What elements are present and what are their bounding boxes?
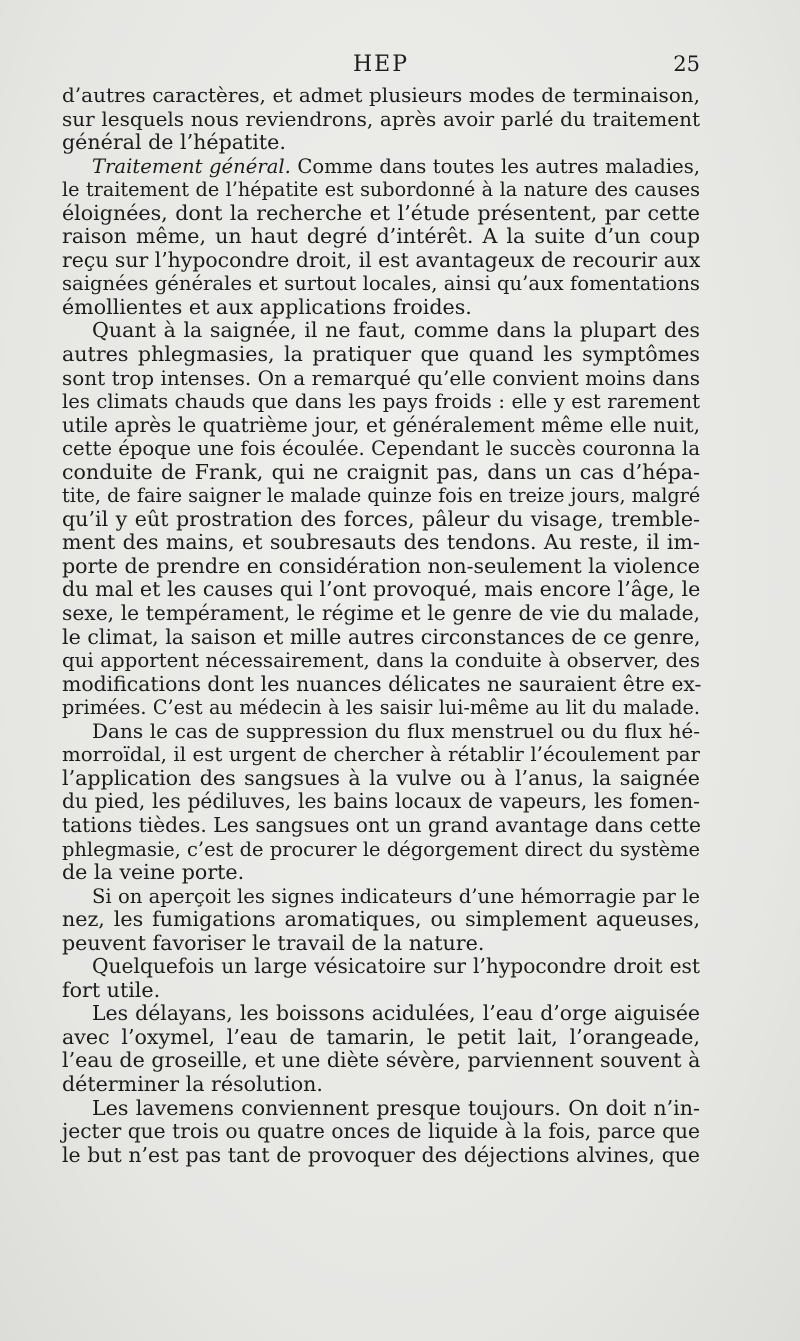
- text-line: sexe, le tempérament, le régime et le genre de vie du malade,: [62, 601, 700, 626]
- text-line: morroïdal, il est urgent de chercher à rétablir l’écoulement par: [62, 743, 700, 767]
- text-line: primées. C’est au médecin à les saisir lui-même au lit du malade.: [62, 696, 700, 720]
- text-line: Quant à la saignée, il ne faut, comme dans la plupart des: [92, 318, 700, 343]
- section-heading: Traitement général.: [92, 154, 291, 178]
- text-line: modifications dont les nuances délicates ne sauraient être ex-: [62, 671, 702, 696]
- text-line: sur lesquels nous reviendrons, après avoir parlé du traitement: [62, 106, 700, 131]
- body-text: [62, 84, 700, 1167]
- text-line: cette époque une fois écoulée. Cependant le succès couronna la: [62, 437, 700, 461]
- text-line: les climats chauds que dans les pays froids : elle y est rarement: [62, 390, 700, 414]
- text-line: saignées générales et surtout locales, ainsi qu’aux fomentations: [62, 272, 700, 296]
- section-heading-line: Traitement général. Comme dans toutes les autres maladies,: [92, 154, 700, 178]
- text-line: le but n’est pas tant de provoquer des déjections alvines, que: [62, 1142, 700, 1167]
- page-number: 25: [673, 52, 700, 76]
- page-header: [62, 52, 700, 82]
- text-line: Si on aperçoit les signes indicateurs d’une hémorragie par le: [92, 884, 700, 908]
- text-line: qu’il y eût prostration des forces, pâleur du visage, tremble-: [62, 506, 700, 531]
- text-line: Dans le cas de suppression du flux menstruel ou du flux hé-: [92, 718, 700, 743]
- text-line: l’application des sangsues à la vulve ou à l’anus, la saignée: [62, 765, 700, 790]
- text-line: le climat, la saison et mille autres circonstances de ce genre,: [62, 624, 701, 649]
- text-line: général de l’hépatite.: [62, 130, 286, 155]
- text-line: l’eau de groseille, et une diète sévère, parviennent souvent à: [62, 1048, 701, 1073]
- text-line: porte de prendre en considération non-seulement la violence: [62, 553, 700, 578]
- text-line: le traitement de l’hépatite est subordonné à la nature des causes: [62, 178, 700, 202]
- text-line: jecter que trois ou quatre onces de liquide à la fois, parce que: [62, 1119, 700, 1144]
- running-head: HEP: [352, 52, 410, 77]
- text-line: raison même, un haut degré d’intérêt. A la suite d’un coup: [62, 224, 700, 249]
- text-line: émollientes et aux applications froides.: [62, 294, 472, 319]
- text-line: avec l’oxymel, l’eau de tamarin, le petit lait, l’orangeade,: [62, 1024, 700, 1049]
- text-line: tations tièdes. Les sangsues ont un grand avantage dans cette: [62, 812, 701, 837]
- text-line: qui apportent nécessairement, dans la conduite à observer, des: [62, 649, 700, 673]
- text-line: utile après le quatrième jour, et généralement même elle nuit,: [62, 412, 700, 437]
- text-line: phlegmasie, c’est de procurer le dégorgement direct du système: [62, 837, 700, 861]
- text-line: de la veine porte.: [62, 860, 245, 885]
- text-line: déterminer la résolution.: [62, 1071, 323, 1096]
- text-line: reçu sur l’hypocondre droit, il est avantageux de recourir aux: [62, 247, 701, 272]
- text-line: fort utile.: [62, 977, 161, 1002]
- text-line: peuvent favoriser le travail de la nature.: [62, 930, 485, 955]
- text-line: Quelquefois un large vésicatoire sur l’hypocondre droit est: [92, 954, 700, 979]
- text-line: autres phlegmasies, la pratiquer que quand les symptômes: [62, 342, 700, 367]
- text-line: conduite de Frank, qui ne craignit pas, dans un cas d’hépa-: [62, 459, 700, 484]
- text-line: éloignées, dont la recherche et l’étude présentent, par cette: [62, 200, 700, 225]
- text-line: tite, de faire saigner le malade quinze fois en treize jours, malgré: [62, 484, 701, 508]
- text-line: ment des mains, et soubresauts des tendons. Au reste, il im-: [62, 530, 700, 555]
- text-line: du mal et les causes qui l’ont provoqué, mais encore l’âge, le: [62, 577, 701, 602]
- text-line: d’autres caractères, et admet plusieurs modes de terminaison,: [62, 83, 700, 107]
- text-line: sont trop intenses. On a remarqué qu’elle convient moins dans: [62, 365, 700, 390]
- text-line: Les lavemens conviennent presque toujours. On doit n’in-: [92, 1095, 700, 1120]
- text-line: Les délayans, les boissons acidulées, l’eau d’orge aiguisée: [92, 1001, 700, 1026]
- text-line: nez, les fumigations aromatiques, ou simplement aqueuses,: [62, 907, 700, 932]
- text-line: du pied, les pédiluves, les bains locaux de vapeurs, les fomen-: [62, 789, 700, 814]
